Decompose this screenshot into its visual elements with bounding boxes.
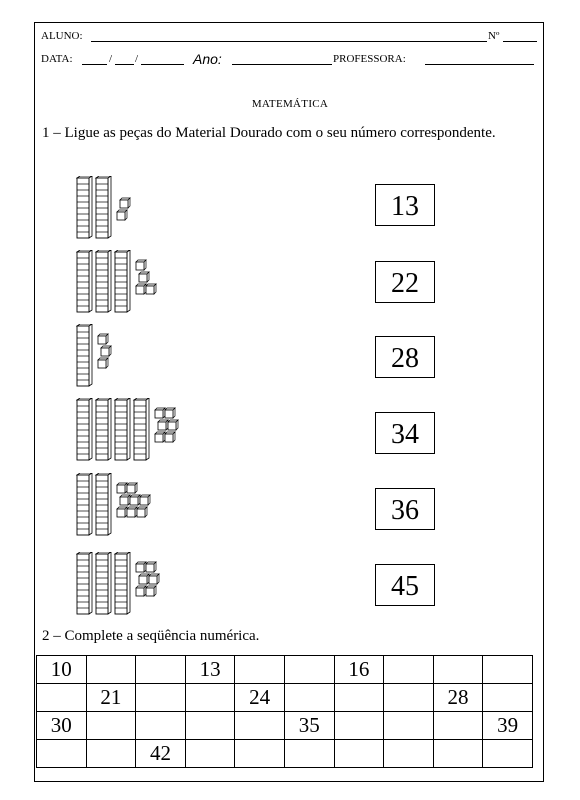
unit-cube-icon <box>136 586 146 596</box>
ten-rod-icon <box>96 398 111 460</box>
unit-cube-icon <box>146 284 156 294</box>
number-box-3[interactable]: 28 <box>375 336 435 378</box>
unit-cube-icon <box>136 562 146 572</box>
sequence-cell[interactable] <box>384 712 434 740</box>
unit-cube-icon <box>146 562 156 572</box>
sequence-cell[interactable] <box>235 712 285 740</box>
ten-rod-icon <box>96 176 111 238</box>
sequence-cell[interactable] <box>384 684 434 712</box>
numero-field[interactable] <box>503 41 537 42</box>
ten-rod-icon <box>96 552 111 614</box>
ano-label: Ano: <box>193 51 222 67</box>
ten-rod-icon <box>96 473 111 535</box>
ten-rod-icon <box>77 473 92 535</box>
sequence-cell[interactable] <box>483 740 533 768</box>
sequence-grid <box>36 655 533 768</box>
sequence-cell[interactable] <box>433 656 483 684</box>
sequence-cell[interactable]: 13 <box>185 656 235 684</box>
sequence-cell[interactable] <box>86 712 136 740</box>
dourado-group-1[interactable] <box>76 176 216 241</box>
sequence-cell[interactable] <box>433 740 483 768</box>
unit-cube-icon <box>117 210 127 220</box>
numero-label: Nº <box>488 30 500 42</box>
sequence-cell[interactable]: 35 <box>284 712 334 740</box>
question-2-text: 2 – Complete a seqüência numérica. <box>42 628 260 644</box>
unit-cube-icon <box>168 420 178 430</box>
unit-cube-icon <box>120 198 130 208</box>
sequence-cell[interactable] <box>284 656 334 684</box>
unit-cube-icon <box>139 574 149 584</box>
sequence-cell[interactable]: 42 <box>136 740 186 768</box>
dourado-group-6[interactable] <box>76 552 216 617</box>
ten-rod-icon <box>96 250 111 312</box>
unit-cube-icon <box>117 507 127 517</box>
sequence-cell[interactable] <box>483 684 533 712</box>
sequence-cell[interactable]: 16 <box>334 656 384 684</box>
sequence-cell[interactable] <box>185 684 235 712</box>
sequence-cell[interactable] <box>334 740 384 768</box>
data-day-field[interactable] <box>82 64 107 65</box>
professora-label: PROFESSORA: <box>333 53 406 65</box>
unit-cube-icon <box>146 586 156 596</box>
unit-cube-icon <box>140 495 150 505</box>
sequence-cell[interactable] <box>235 740 285 768</box>
unit-cube-icon <box>127 507 137 517</box>
unit-cube-icon <box>120 495 130 505</box>
unit-cube-icon <box>98 334 108 344</box>
sequence-cell[interactable]: 28 <box>433 684 483 712</box>
sequence-cell[interactable] <box>284 740 334 768</box>
unit-cube-icon <box>98 358 108 368</box>
sequence-cell[interactable] <box>185 712 235 740</box>
ano-field[interactable] <box>232 64 332 65</box>
sequence-cell[interactable]: 10 <box>37 656 87 684</box>
date-slash-2: / <box>135 53 139 65</box>
dourado-group-5[interactable] <box>76 473 216 538</box>
unit-cube-icon <box>155 408 165 418</box>
aluno-field[interactable] <box>91 41 487 42</box>
ten-rod-icon <box>77 176 92 238</box>
dourado-group-2[interactable] <box>76 250 216 315</box>
page-title: MATEMÁTICA <box>251 98 329 110</box>
sequence-cell[interactable] <box>284 684 334 712</box>
ten-rod-icon <box>115 552 130 614</box>
ten-rod-icon <box>77 324 92 386</box>
sequence-cell[interactable] <box>86 656 136 684</box>
sequence-cell[interactable] <box>136 712 186 740</box>
sequence-cell[interactable]: 21 <box>86 684 136 712</box>
sequence-cell[interactable] <box>136 684 186 712</box>
number-box-5[interactable]: 36 <box>375 488 435 530</box>
ten-rod-icon <box>115 250 130 312</box>
sequence-row <box>37 684 533 712</box>
unit-cube-icon <box>130 495 140 505</box>
question-1-text: 1 – Ligue as peças do Material Dourado com o seu número correspondente. <box>42 125 496 141</box>
unit-cube-icon <box>101 346 111 356</box>
sequence-cell[interactable]: 39 <box>483 712 533 740</box>
sequence-row <box>37 656 533 684</box>
sequence-cell[interactable] <box>37 684 87 712</box>
unit-cube-icon <box>136 284 146 294</box>
sequence-cell[interactable] <box>334 712 384 740</box>
aluno-label: ALUNO: <box>41 30 83 42</box>
ten-rod-icon <box>77 250 92 312</box>
unit-cube-icon <box>165 432 175 442</box>
sequence-cell[interactable] <box>483 656 533 684</box>
data-month-field[interactable] <box>115 64 134 65</box>
sequence-cell[interactable] <box>384 740 434 768</box>
unit-cube-icon <box>149 574 159 584</box>
sequence-cell[interactable] <box>86 740 136 768</box>
sequence-row <box>37 712 533 740</box>
number-box-1[interactable]: 13 <box>375 184 435 226</box>
unit-cube-icon <box>158 420 168 430</box>
number-box-4[interactable]: 34 <box>375 412 435 454</box>
unit-cube-icon <box>165 408 175 418</box>
sequence-cell[interactable] <box>185 740 235 768</box>
professora-field[interactable] <box>425 64 534 65</box>
unit-cube-icon <box>137 507 147 517</box>
sequence-row <box>37 740 533 768</box>
unit-cube-icon <box>127 483 137 493</box>
number-box-6[interactable]: 45 <box>375 564 435 606</box>
sequence-cell[interactable] <box>37 740 87 768</box>
ten-rod-icon <box>115 398 130 460</box>
sequence-cell[interactable] <box>334 684 384 712</box>
ten-rod-icon <box>77 398 92 460</box>
dourado-group-3[interactable] <box>76 324 216 389</box>
unit-cube-icon <box>139 272 149 282</box>
unit-cube-icon <box>155 432 165 442</box>
sequence-cell[interactable] <box>384 656 434 684</box>
sequence-cell[interactable]: 30 <box>37 712 87 740</box>
date-slash-1: / <box>109 53 113 65</box>
data-label: DATA: <box>41 53 73 65</box>
sequence-cell[interactable]: 24 <box>235 684 285 712</box>
unit-cube-icon <box>136 260 146 270</box>
number-box-2[interactable]: 22 <box>375 261 435 303</box>
unit-cube-icon <box>117 483 127 493</box>
sequence-cell[interactable] <box>433 712 483 740</box>
data-year-field[interactable] <box>141 64 184 65</box>
dourado-group-4[interactable] <box>76 398 216 463</box>
ten-rod-icon <box>134 398 149 460</box>
sequence-cell[interactable] <box>235 656 285 684</box>
ten-rod-icon <box>77 552 92 614</box>
sequence-cell[interactable] <box>136 656 186 684</box>
